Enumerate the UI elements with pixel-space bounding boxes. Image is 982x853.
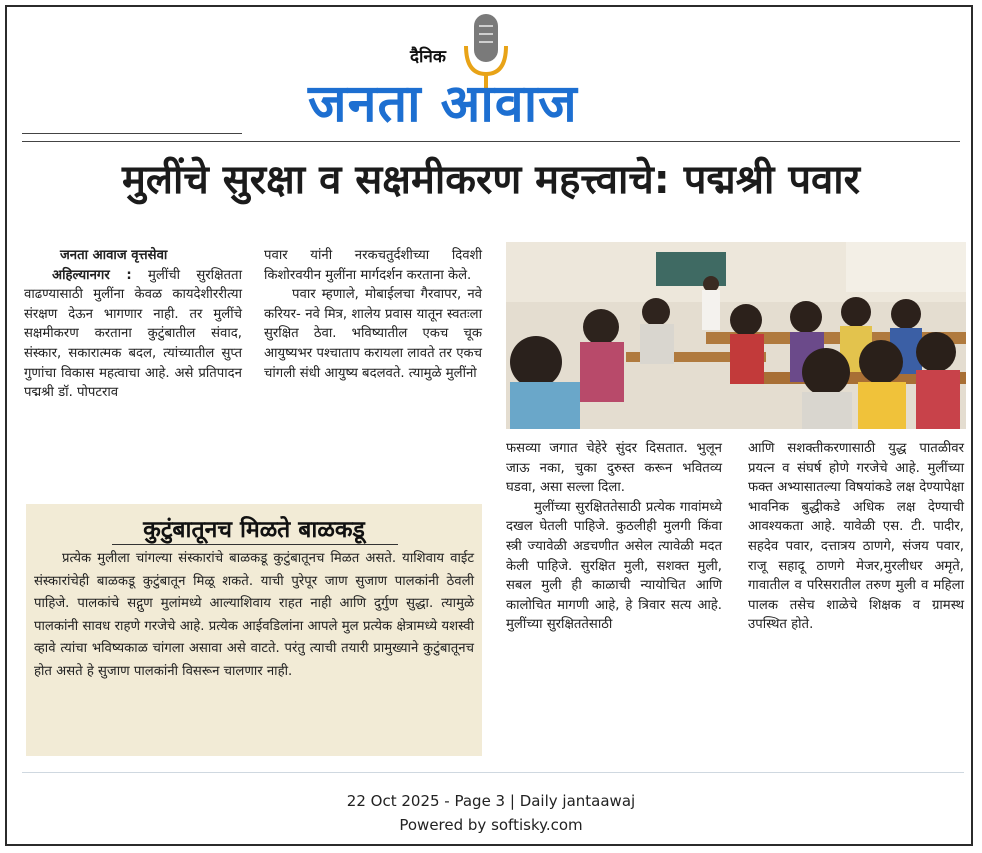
page-headline: मुलींचे सुरक्षा व सक्षमीकरण महत्त्वाचे: पद्मश्री पवार	[121, 157, 861, 203]
article-paragraph: मुलींच्या सुरक्षिततेसाठी प्रत्येक गावांमध्ये दखल घेतली पाहिजे. कुठलीही मुलगी किंवा स्त्री ज्यावेळी अडचणीत असेल त्यावेळी मदत केली पाहिजे. सुरक्षित मुली, सशक्त मुली, सबल मुली ही काळाची न्यायोचित आणि कालोचित मागणी आहे, हे त्रिवार सत्य आहे. मुलींच्या सुरक्षिततेसाठी	[506, 499, 722, 633]
article-column-3	[506, 439, 722, 635]
article-paragraph: पवार यांनी नरकचतुर्दशीच्या दिवशी किशोरवयीन मुलींना मार्गदर्शन करताना केले.	[264, 248, 482, 283]
article-paragraph: फसव्या जगात चेहेरे सुंदर दिसतात. भुलून जाऊ नका, चुका दुरुस्त करून भवितव्य घडवा, असा सल्ला दिला.	[506, 441, 722, 496]
masthead-daily-label: दैनिक	[410, 47, 446, 67]
powered-by-link[interactable]: Powered by softisky.com	[399, 816, 583, 834]
article-column-2	[264, 246, 482, 383]
article-dateline: अहिल्यानगर :	[52, 267, 132, 283]
article-paragraph: पवार म्हणाले, मोबाईलचा गैरवापर, नवे करियर- नवे मित्र, शालेय प्रवास यातून स्वतःला सुरक्षित ठेवा. भविष्यातील एकच चूक आयुष्यभर पश्चाताप करायला लावते तर एकच चांगली संधी आयुष्य बदलवते. त्यामुळे मुलींनो	[264, 287, 482, 381]
sidebar-paragraph: प्रत्येक मुलीला चांगल्या संस्कारांचे बाळकडू कुटुंबातूनच मिळत असते. याशिवाय वाईट संस्कारांचेही बाळकडू कुटुंबातून मिळू शकते. याची पुरेपूर जाण सुजाण पालकांनी ठेवली पाहिजे. पालकांचे सद्गुण मुलांमध्ये आल्याशिवाय राहत नाही आणि दुर्गुण सुद्धा. त्यामुळे पालकांनी सावध राहणे गरजेचे आहे. प्रत्येक आईवडिलांना आपले मुल प्रत्येक क्षेत्रामध्ये यशस्वी व्हावे त्यांचा भविष्यकाळ चांगला असावा असे वाटते. परंतु त्याची तयारी प्रामुख्याने कुटुंबातूनच होत असते हे सुजाण पालकांनी विसरून चालणार नाही.	[34, 551, 474, 679]
article-paragraph: आणि सशक्तीकरणासाठी युद्ध पातळीवर प्रयत्न व संघर्ष होणे गरजेचे आहे. मुलींच्या फक्त अभ्यासातल्या विषयांकडे लक्ष देण्यापेक्षा भावनिक बुद्धीकडे अधिक लक्ष देण्याची आवश्यकता आहे. यावेळी एस. टी. पादीर, सहदेव पवार, दत्तात्रय ठाणगे, संजय पवार, राजू सहादू ठाणगे मेजर,मुरलीधर अमृते, गावातील व परिसरातील तरुण मुली व महिला पालक तसेच शाळेचे शिक्षक व ग्रामस्थ उपस्थित होते.	[748, 441, 964, 633]
divider	[22, 772, 964, 773]
article-column-1	[24, 246, 242, 403]
sidebar-box	[26, 504, 482, 756]
article-photo	[506, 242, 966, 429]
article-byline: जनता आवाज वृत्तसेवा	[60, 248, 168, 263]
page-info-footer: 22 Oct 2025 - Page 3 | Daily jantaawaj	[346, 792, 636, 810]
sidebar-box-text	[34, 548, 474, 684]
article-column-4	[748, 439, 964, 635]
article-paragraph	[24, 266, 242, 403]
sidebar-box-title: कुटुंबातूनच मिळते बाळकडू	[143, 517, 365, 543]
masthead-title: जनता आवाज	[308, 74, 578, 134]
masthead-logo	[300, 10, 680, 134]
article-text: मुलींची सुरक्षितता वाढण्यासाठी मुलींना केवळ कायदेशीररीत्या संरक्षण देऊन भागणार नाही. तर मुलींचे सक्षमीकरण करताना कुटुंबातील संवाद, संस्कार, सकारात्मक बदल, त्यांच्यातील सुप्त गुणांचा विकास महत्वाचा आहे. असे प्रतिपादन पद्मश्री डॉ. पोपटराव	[24, 267, 242, 401]
classroom-photo	[506, 242, 966, 429]
divider	[22, 141, 960, 142]
divider	[112, 544, 398, 545]
divider	[22, 133, 242, 134]
